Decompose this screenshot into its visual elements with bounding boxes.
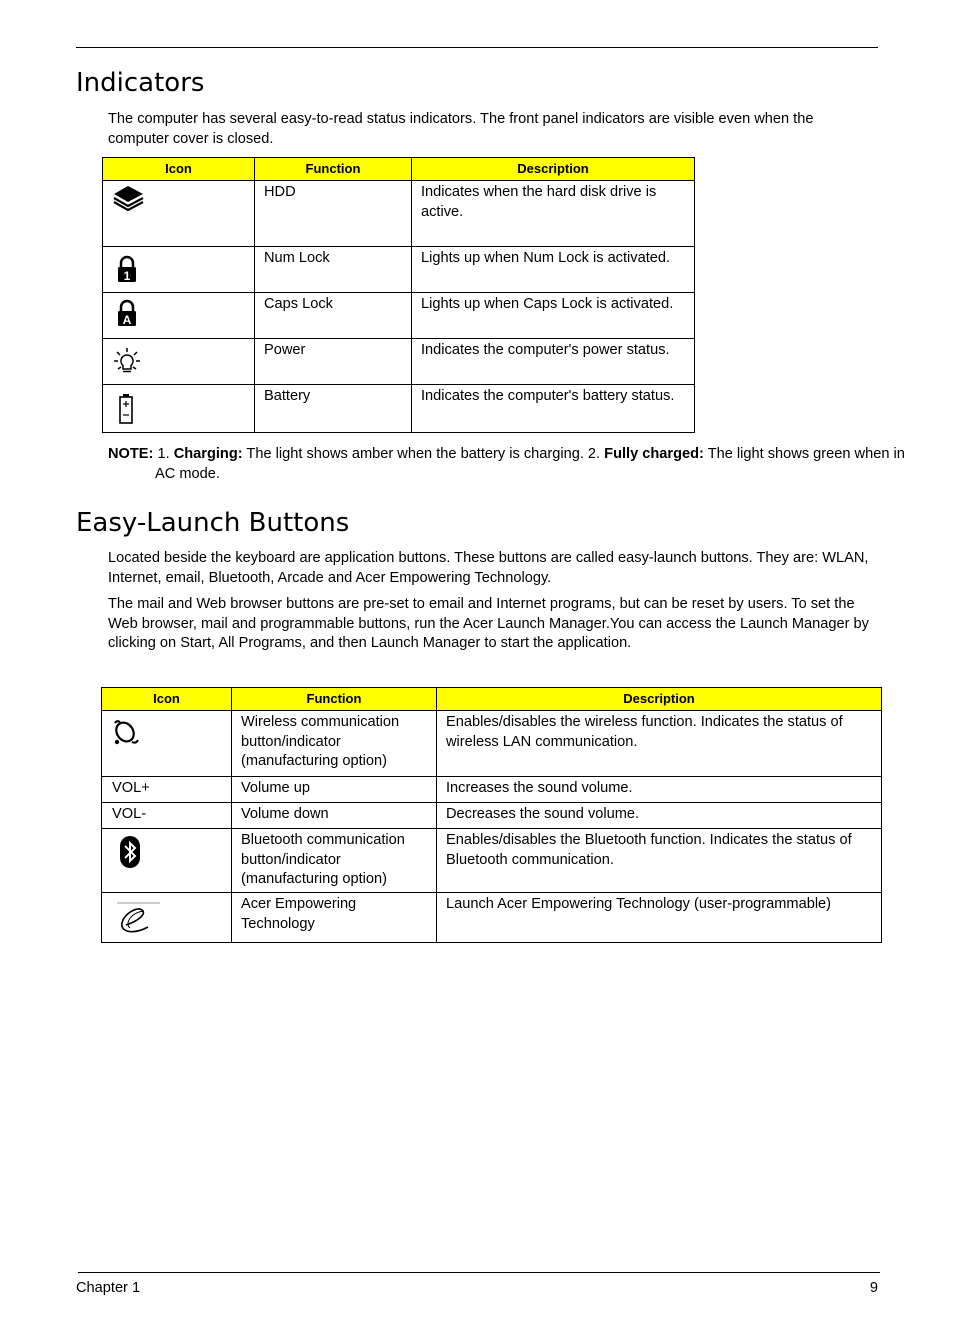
- table-row: [103, 293, 695, 339]
- wireless-icon: [111, 717, 222, 747]
- description-cell: Indicates the computer's battery status.: [412, 385, 695, 433]
- easy-launch-para-2: The mail and Web browser buttons are pre-set to email and Internet programs, but can be reset by users. To set the Web browser, mail and programmable buttons, run the Acer Launch Manager.You can access the Launch Manager by clicking on Start, All Programs, and then Launch Manager to start the application.: [108, 596, 869, 651]
- description-cell: Lights up when Num Lock is activated.: [412, 247, 695, 293]
- header-function: Function: [232, 688, 437, 711]
- note-number: 1.: [157, 446, 170, 462]
- hdd-icon: [112, 183, 245, 213]
- indicators-intro: The computer has several easy-to-read status indicators. The front panel indicators are visible even when the computer cover is closed.: [108, 111, 814, 147]
- battery-icon: [112, 393, 245, 425]
- note-label: NOTE:: [108, 446, 154, 462]
- table-row: [102, 893, 882, 943]
- description-cell: Increases the sound volume.: [437, 777, 882, 803]
- table-row: [103, 385, 695, 433]
- caps-lock-icon: [112, 299, 245, 327]
- easy-launch-para-1: Located beside the keyboard are application buttons. These buttons are called easy-launch buttons. They are: WLAN, Internet, email, Bluetooth, Arcade and Acer Empowering Technology.: [108, 550, 869, 586]
- description-cell: Enables/disables the wireless function. Indicates the status of wireless LAN communication.: [437, 711, 882, 777]
- header-icon: Icon: [102, 688, 232, 711]
- header-function: Function: [255, 158, 412, 181]
- table-row: [102, 711, 882, 777]
- power-icon: [112, 347, 245, 377]
- icon-text-cell: VOL+: [102, 777, 232, 803]
- description-cell: Launch Acer Empowering Technology (user-programmable): [437, 893, 882, 943]
- description-cell: Enables/disables the Bluetooth function. Indicates the status of Bluetooth communication.: [437, 829, 882, 893]
- function-cell: Bluetooth communication button/indicator (manufacturing option): [232, 829, 437, 893]
- header-description: Description: [412, 158, 695, 181]
- table-row: [103, 181, 695, 247]
- description-cell: Indicates when the hard disk drive is active.: [412, 181, 695, 247]
- table-header-row: [103, 158, 695, 181]
- charging-label: Charging:: [173, 446, 243, 462]
- icon-text-cell: VOL-: [102, 803, 232, 829]
- header-description: Description: [437, 688, 882, 711]
- function-cell: Volume up: [232, 777, 437, 803]
- charged-label: Fully charged:: [604, 446, 704, 462]
- table-row: [103, 247, 695, 293]
- section-title-indicators: Indicators: [76, 68, 205, 98]
- table-row: [102, 777, 882, 803]
- description-cell: Decreases the sound volume.: [437, 803, 882, 829]
- footer-rule: [78, 1272, 880, 1273]
- charging-note: [108, 444, 925, 484]
- function-cell: Caps Lock: [255, 293, 412, 339]
- svg-text:A: A: [122, 313, 132, 327]
- header-rule: [76, 47, 878, 48]
- function-cell: Volume down: [232, 803, 437, 829]
- easy-launch-table: [101, 687, 882, 943]
- bluetooth-icon: [118, 835, 222, 869]
- description-cell: Lights up when Caps Lock is activated.: [412, 293, 695, 339]
- header-icon: Icon: [103, 158, 255, 181]
- charged-text: The light shows green when in AC mode.: [155, 446, 905, 482]
- table-header-row: [102, 688, 882, 711]
- function-cell: Wireless communication button/indicator (manufacturing option): [232, 711, 437, 777]
- acer-empowering-icon: [116, 901, 222, 937]
- num-lock-icon: [112, 255, 245, 283]
- charging-text: The light shows amber when the battery is charging. 2.: [246, 446, 601, 462]
- function-cell: Battery: [255, 385, 412, 433]
- table-row: [102, 803, 882, 829]
- footer-chapter: Chapter 1: [76, 1280, 141, 1296]
- svg-text:1: 1: [123, 269, 131, 283]
- section-title-easy-launch: Easy-Launch Buttons: [76, 508, 350, 538]
- table-row: [103, 339, 695, 385]
- indicators-table: [102, 157, 695, 433]
- function-cell: Num Lock: [255, 247, 412, 293]
- footer-page-number: 9: [869, 1280, 878, 1296]
- description-cell: Indicates the computer's power status.: [412, 339, 695, 385]
- table-row: [102, 829, 882, 893]
- function-cell: Power: [255, 339, 412, 385]
- function-cell: HDD: [255, 181, 412, 247]
- function-cell: Acer Empowering Technology: [232, 893, 437, 943]
